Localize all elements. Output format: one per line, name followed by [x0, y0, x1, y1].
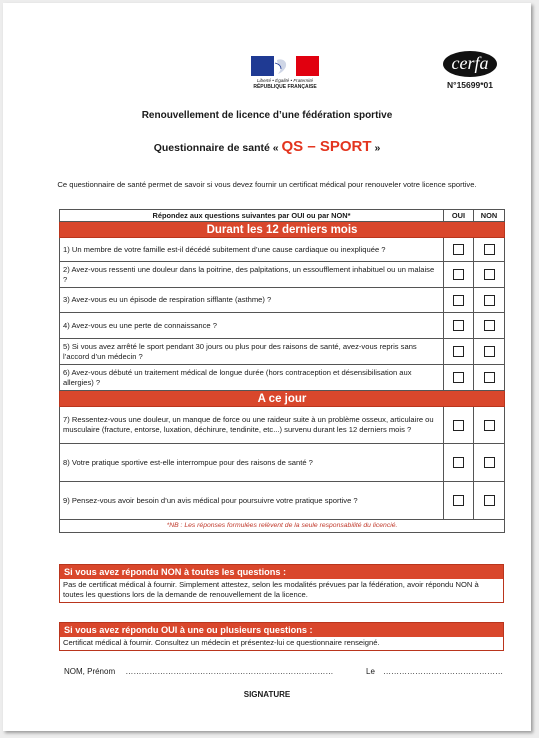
marianne-icon	[273, 57, 291, 75]
question-row	[60, 313, 505, 339]
subtitle-highlight: QS – SPORT	[281, 138, 372, 155]
question-row	[60, 238, 505, 262]
question-text: 4) Avez-vous eu une perte de connaissance ?	[60, 313, 444, 339]
question-text: 5) Si vous avez arrêté le sport pendant 30 jours ou plus pour des raisons de santé, avez-vous repris sans l’accord d’un médecin ?	[60, 339, 444, 365]
section-title-today: A ce jour	[60, 391, 505, 407]
section-header	[60, 222, 505, 238]
question-row	[60, 262, 505, 288]
question-text: 3) Avez-vous eu un épisode de respiration sifflante (asthme) ?	[60, 288, 444, 313]
question-text: 7) Ressentez-vous une douleur, un manque de force ou une raideur suite à un problème osseux, articulaire ou musculaire (fracture, entorse, luxation, déchirure, tendinite, etc...) survenu durant les 12 derniers mois ?	[60, 407, 444, 444]
name-dots: ……………………………………………………………………	[125, 667, 334, 676]
question-text: 6) Avez-vous débuté un traitement médical de longue durée (hors contraception et désensibilisation aux allergies) ?	[60, 365, 444, 391]
result-heading-oui: Si vous avez répondu OUI à une ou plusieurs questions :	[60, 623, 503, 637]
question-row	[60, 407, 505, 444]
cerfa-logo: cerfa	[443, 51, 497, 77]
responsibility-note: *NB : Les réponses formulées relèvent de la seule responsabilité du licencié.	[60, 520, 505, 533]
question-text: 8) Votre pratique sportive est-elle interrompue pour des raisons de santé ?	[60, 444, 444, 482]
question-text: 2) Avez-vous ressenti une douleur dans la poitrine, des palpitations, un essoufflement inhabituel ou un malaise ?	[60, 262, 444, 288]
form-page	[3, 3, 531, 731]
question-text: 9) Pensez-vous avoir besoin d’un avis médical pour poursuivre votre pratique sportive ?	[60, 482, 444, 520]
date-label: Le	[366, 667, 375, 676]
question-row	[60, 288, 505, 313]
checkbox-non[interactable]	[484, 269, 495, 280]
question-row	[60, 444, 505, 482]
signature-label: SIGNATURE	[243, 690, 291, 699]
subtitle-prefix: Questionnaire de santé «	[153, 142, 279, 154]
checkbox-oui[interactable]	[453, 244, 464, 255]
checkbox-non[interactable]	[484, 320, 495, 331]
cerfa-number: N°15699*01	[447, 80, 493, 90]
column-oui: OUI	[444, 210, 474, 222]
result-body-oui: Certificat médical à fournir. Consultez un médecin et présentez-lui ce questionnaire renseigné.	[63, 638, 380, 647]
note-row	[60, 520, 505, 533]
checkbox-oui[interactable]	[453, 346, 464, 357]
republique-francaise-logo	[251, 56, 319, 76]
page-subtitle	[3, 138, 531, 155]
checkbox-non[interactable]	[484, 372, 495, 383]
section-title-12-months: Durant les 12 derniers mois	[60, 222, 505, 238]
question-row	[60, 339, 505, 365]
checkbox-non[interactable]	[484, 457, 495, 468]
name-field[interactable]	[64, 667, 333, 676]
column-non: NON	[474, 210, 505, 222]
date-field[interactable]	[366, 667, 503, 676]
question-text: 1) Un membre de votre famille est-il décédé subitement d’une cause cardiaque ou inexpliquée ?	[60, 238, 444, 262]
table-header-row	[60, 210, 505, 222]
result-body-non: Pas de certificat médical à fournir. Simplement attestez, selon les modalités prévues par la fédération, avoir répondu NON à toutes les questions lors de la demande de renouvellement de la licence.	[63, 580, 479, 599]
name-label: NOM, Prénom	[64, 667, 116, 676]
checkbox-oui[interactable]	[453, 269, 464, 280]
instruction-text: Répondez aux questions suivantes par OUI ou par NON*	[60, 210, 444, 222]
subtitle-suffix: »	[374, 142, 381, 154]
logo-motto: Liberté • Égalité • Fraternité	[256, 78, 314, 83]
intro-text: Ce questionnaire de santé permet de savoir si vous devez fournir un certificat médical pour renouveler votre licence sportive.	[57, 180, 477, 189]
checkbox-oui[interactable]	[453, 457, 464, 468]
questionnaire-table	[59, 209, 505, 533]
checkbox-non[interactable]	[484, 420, 495, 431]
result-box-non	[59, 564, 504, 603]
page-title: Renouvellement de licence d’une fédération sportive	[141, 110, 393, 121]
checkbox-oui[interactable]	[453, 372, 464, 383]
checkbox-non[interactable]	[484, 244, 495, 255]
checkbox-oui[interactable]	[453, 420, 464, 431]
question-row	[60, 365, 505, 391]
result-heading-non: Si vous avez répondu NON à toutes les questions :	[60, 565, 503, 579]
checkbox-non[interactable]	[484, 495, 495, 506]
checkbox-oui[interactable]	[453, 495, 464, 506]
result-box-oui	[59, 622, 504, 651]
checkbox-non[interactable]	[484, 346, 495, 357]
checkbox-oui[interactable]	[453, 295, 464, 306]
date-dots: ………………………………………	[383, 667, 504, 676]
section-header	[60, 391, 505, 407]
checkbox-non[interactable]	[484, 295, 495, 306]
logo-name: RÉPUBLIQUE FRANÇAISE	[253, 84, 317, 90]
question-row	[60, 482, 505, 520]
checkbox-oui[interactable]	[453, 320, 464, 331]
